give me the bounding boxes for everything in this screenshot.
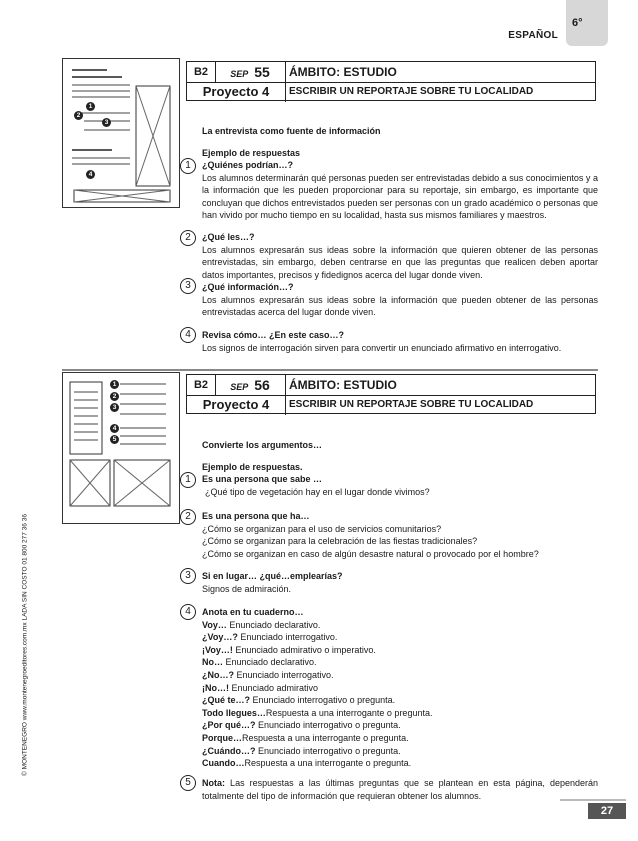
publisher-credit: © MONTENEGRO www.montenegroeditores.com.mx LADA SIN COSTO 01 800 277 36 36	[21, 514, 29, 776]
thumb-marker-2: 2	[74, 111, 83, 120]
project-subtitle: ESCRIBIR UN REPORTAJE SOBRE TU LOCALIDAD	[289, 399, 534, 410]
answer-item: Revisa cómo… ¿En este caso…? Los signos de interrogación sirven para convertir un enunciado afirmativo en interrogativo.	[202, 330, 562, 353]
thumb-marker-4: 4	[86, 170, 95, 179]
footer-rule	[560, 799, 626, 801]
section-56-header	[186, 374, 596, 414]
thumb-marker-5: 5	[110, 435, 119, 444]
item-number-badge: 3	[180, 278, 196, 294]
answer-item: Es una persona que sabe … ¿Qué tipo de vegetación hay en el lugar donde vivimos?	[202, 474, 430, 497]
item-number-badge: 1	[180, 158, 196, 174]
ambito-title: ÁMBITO: ESTUDIO	[289, 378, 397, 392]
item-number-badge: 2	[180, 509, 196, 525]
thumb-marker-1: 1	[110, 380, 119, 389]
sentence-row: ¿Voy…? Enunciado interrogativo.	[202, 632, 338, 643]
section-56-example-heading: Ejemplo de respuestas.	[202, 462, 303, 472]
sentence-row: ¿No…? Enunciado interrogativo.	[202, 669, 334, 680]
note-item: Nota: Las respuestas a las últimas preguntas que se plantean en esta página, dependerán totalmente del tipo de información que requieran obtener los alumnos.	[202, 778, 598, 801]
answer-item: ¿Quiénes podrían…? Los alumnos determinarán qué personas pueden ser entrevistadas debido a sus conocimientos y a la información que les pueden proporcionar para su reportaje, sin embargo, es importante que concluyan que dichos entrevistados pueden ser personas con un grado académico o personas que han vivido por mucho tiempo en su localidad, hasta sus mismos familiares y maestros.	[202, 160, 598, 221]
section-56-intro: Convierte los argumentos…	[202, 440, 323, 450]
sentence-row: ¿Qué te…? Enunciado interrogativo o pregunta.	[202, 695, 396, 706]
block-label: B2	[187, 62, 216, 82]
sentence-row: No… Enunciado declarativo.	[202, 657, 317, 668]
ambito-title: ÁMBITO: ESTUDIO	[289, 65, 397, 79]
item-number-badge: 4	[180, 327, 196, 343]
sep-page: SEP 55	[215, 62, 286, 82]
answer-item: Si en lugar… ¿qué…emplearías? Signos de admiración.	[202, 571, 343, 594]
answer-item: Es una persona que ha… ¿Cómo se organizan para el uso de servicios comunitarios? ¿Cómo se organizan para la celebración de las fiestas tradicionales? ¿Cómo se organizan en caso de algún desastre natural o provocado por el hombre?	[202, 511, 539, 559]
sentence-row: Todo llegues…Respuesta a una interrogante o pregunta.	[202, 707, 433, 718]
sentence-row: ¡No…! Enunciado admirativo	[202, 682, 319, 693]
project-subtitle: ESCRIBIR UN REPORTAJE SOBRE TU LOCALIDAD	[289, 86, 534, 97]
sentence-row: Cuando…Respuesta a una interrogante o pregunta.	[202, 758, 412, 769]
sep-page: SEP 56	[215, 375, 286, 395]
sentence-row: ¿Cuándo…? Enunciado interrogativo o pregunta.	[202, 745, 401, 756]
sentence-row: Porque…Respuesta a una interrogante o pregunta.	[202, 732, 409, 743]
answer-item: ¿Qué les…? Los alumnos expresarán sus ideas sobre la información que quieren obtener de las personas entrevistadas, sin embargo, deben centrarse en que las preguntas que realicen deben aportar datos importantes, precisos y fidedignos acerca del lugar donde viven.	[202, 232, 598, 280]
item-number-badge: 5	[180, 775, 196, 791]
project-label: Proyecto 4	[187, 82, 286, 102]
item-number-badge: 3	[180, 568, 196, 584]
thumb-marker-3: 3	[102, 118, 111, 127]
answer-item: ¿Qué información…? Los alumnos expresarán sus ideas sobre la información que pueden obtener de las personas entrevistadas acerca del lugar donde viven.	[202, 282, 598, 318]
thumb-marker-2: 2	[110, 392, 119, 401]
item-number-badge: 2	[180, 230, 196, 246]
thumb-marker-3: 3	[110, 403, 119, 412]
project-label: Proyecto 4	[187, 395, 286, 415]
page-thumbnail-56	[62, 372, 180, 524]
section-55-example-heading: Ejemplo de respuestas	[202, 148, 301, 158]
section-divider	[62, 369, 598, 371]
page-thumbnail-55	[62, 58, 180, 208]
section-55-header	[186, 61, 596, 101]
item-number-badge: 1	[180, 472, 196, 488]
answer-item: Anota en tu cuaderno… Voy… Enunciado declarativo. ¿Voy…? Enunciado interrogativo. ¡Voy…! Enunciado admirativo o imperativo. No… Enunciado declarativo. ¿No…? Enunciado interrogativo. ¡No…! Enunciado admirativo ¿Qué te…? Enunciado interrogativo o pregunta. Todo llegues…Respuesta a una interrogante o pregunta. ¿Por qué…? Enunciado interrogativo o pregunta. Porque…Respuesta a una interrogante o pregunta. ¿Cuándo…? Enunciado interrogativo o pregunta. Cuando…Respuesta a una interrogante o pregunta.	[202, 606, 598, 770]
section-55-intro: La entrevista como fuente de información	[202, 126, 381, 136]
sentence-row: ¿Por qué…? Enunciado interrogativo o pregunta.	[202, 720, 401, 731]
thumb-marker-4: 4	[110, 424, 119, 433]
sentence-row: Voy… Enunciado declarativo.	[202, 619, 321, 630]
page-number: 27	[588, 803, 626, 819]
block-label: B2	[187, 375, 216, 395]
grade-label: 6°	[572, 17, 583, 29]
item-number-badge: 4	[180, 604, 196, 620]
sentence-row: ¡Voy…! Enunciado admirativo o imperativo.	[202, 644, 376, 655]
subject-label: ESPAÑOL	[508, 30, 558, 41]
thumb-marker-1: 1	[86, 102, 95, 111]
